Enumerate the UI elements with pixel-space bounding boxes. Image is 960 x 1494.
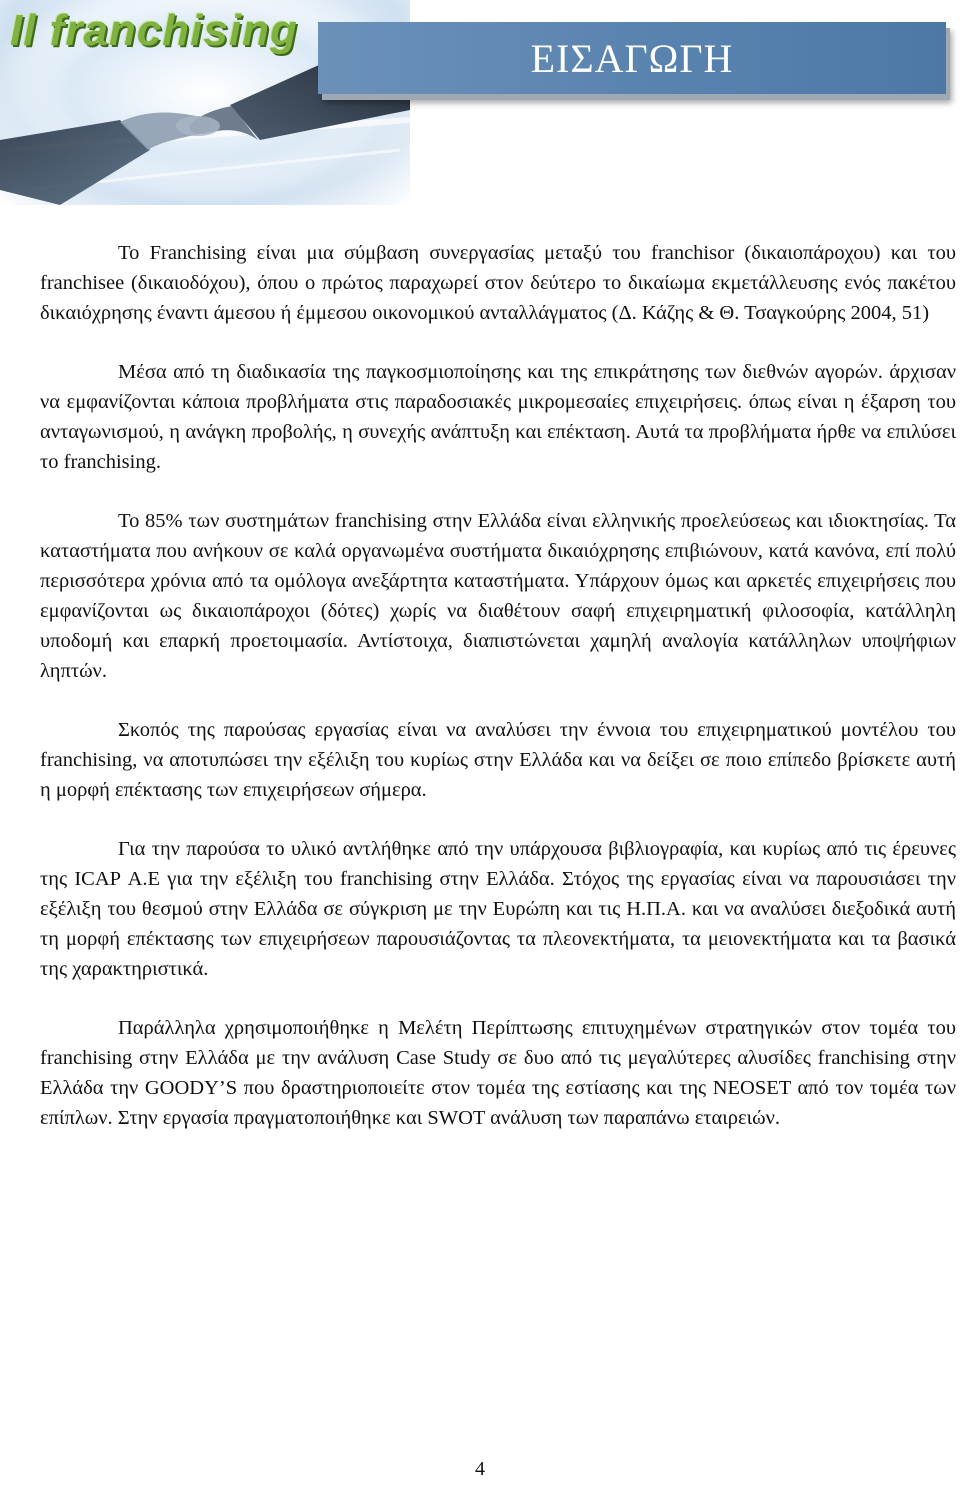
document-body: [40, 238, 956, 1162]
page-title: ΕΙΣΑΓΩΓΗ: [530, 35, 734, 81]
paragraph-purpose: Σκοπός της παρούσας εργασίας είναι να αναλύσει την έννοια του επιχειρηματικού μοντέλου του franchising, να αποτυπώσει την εξέλιξη του κυρίως στην Ελλάδα και να δείξει σε ποιο επίπεδο βρίσκετε αυτή η μορφή επέκτασης των επιχειρήσεων σήμερα.: [40, 719, 956, 801]
paragraph-globalization: Μέσα από τη διαδικασία της παγκοσμιοποίησης και της επικράτησης των διεθνών αγορών. άρχισαν να εμφανίζονται κάποια προβλήματα στις παραδοσιακές μικρομεσαίες επιχειρήσεις. όπως είναι η έξαρση του ανταγωνισμού, η ανάγκη προβολής, η συνεχής ανάπτυξη και επέκταση. Αυτά τα προβλήματα ήρθε να επιλύσει το franchising.: [40, 361, 956, 473]
logo: Il franchising: [10, 6, 298, 55]
page-number: 4: [475, 1458, 485, 1480]
paragraph-sources: Για την παρούσα το υλικό αντλήθηκε από την υπάρχουσα βιβλιογραφία, και κυρίως από τις έρευνες της ICAP Α.Ε για την εξέλιξη του franchising στην Ελλάδα. Στόχος της εργασίας είναι να παρουσιάσει την εξέλιξη του θεσμού στην Ελλάδα σε σύγκριση με την Ευρώπη και τις Η.Π.Α. και να αναλύσει διεξοδικά αυτή τη μορφή επέκτασης των επιχειρήσεων παρουσιάζοντας τα πλεονεκτήματα, τα μειονεκτήματα και τα βασικά της χαρακτηριστικά.: [40, 838, 956, 980]
page-title-banner: [318, 22, 946, 94]
paragraph-greek-systems: Το 85% των συστημάτων franchising στην Ελλάδα είναι ελληνικής προελεύσεως και ιδιοκτησίας. Τα καταστήματα που ανήκουν σε καλά οργανωμένα συστήματα δικαιόχρησης επιβιώνουν, κατά κανόνα, επί πολύ περισσότερα χρόνια από τα ομόλογα ανεξάρτητα καταστήματα. Υπάρχουν όμως και αρκετές επιχειρήσεις που εμφανίζονται ως δικαιοπάροχοι (δότες) χωρίς να διαθέτουν σαφή επιχειρηματική φιλοσοφία, κατάλληλη υποδομή και επαρκή προετοιμασία. Αντίστοιχα, διαπιστώνεται χαμηλή αναλογία κατάλληλων υποψήφιων ληπτών.: [40, 510, 956, 682]
paragraph-case-study: Παράλληλα χρησιμοποιήθηκε η Μελέτη Περίπτωσης επιτυχημένων στρατηγικών στον τομέα του franchising στην Ελλάδα με την ανάλυση Case Study σε δυο από τις μεγαλύτερες αλυσίδες franchising στην Ελλάδα την GOODY’S που δραστηριοποιείτε στον τομέα της εστίασης και της NEOSET από τον τομέα των επίπλων. Στην εργασία πραγματοποιήθηκε και SWOT ανάλυση των παραπάνω εταιρειών.: [40, 1017, 956, 1129]
paragraph-definition: Το Franchising είναι μια σύμβαση συνεργασίας μεταξύ του franchisor (δικαιοπάροχου) και του franchisee (δικαιοδόχου), όπου ο πρώτος παραχωρεί στον δεύτερο το δικαίωμα εκμετάλλευσης ενός πακέτου δικαιόχρησης έναντι άμεσου ή έμμεσου οικονομικού ανταλλάγματος (Δ. Κάζης & Θ. Τσαγκούρης 2004, 51): [40, 242, 956, 324]
